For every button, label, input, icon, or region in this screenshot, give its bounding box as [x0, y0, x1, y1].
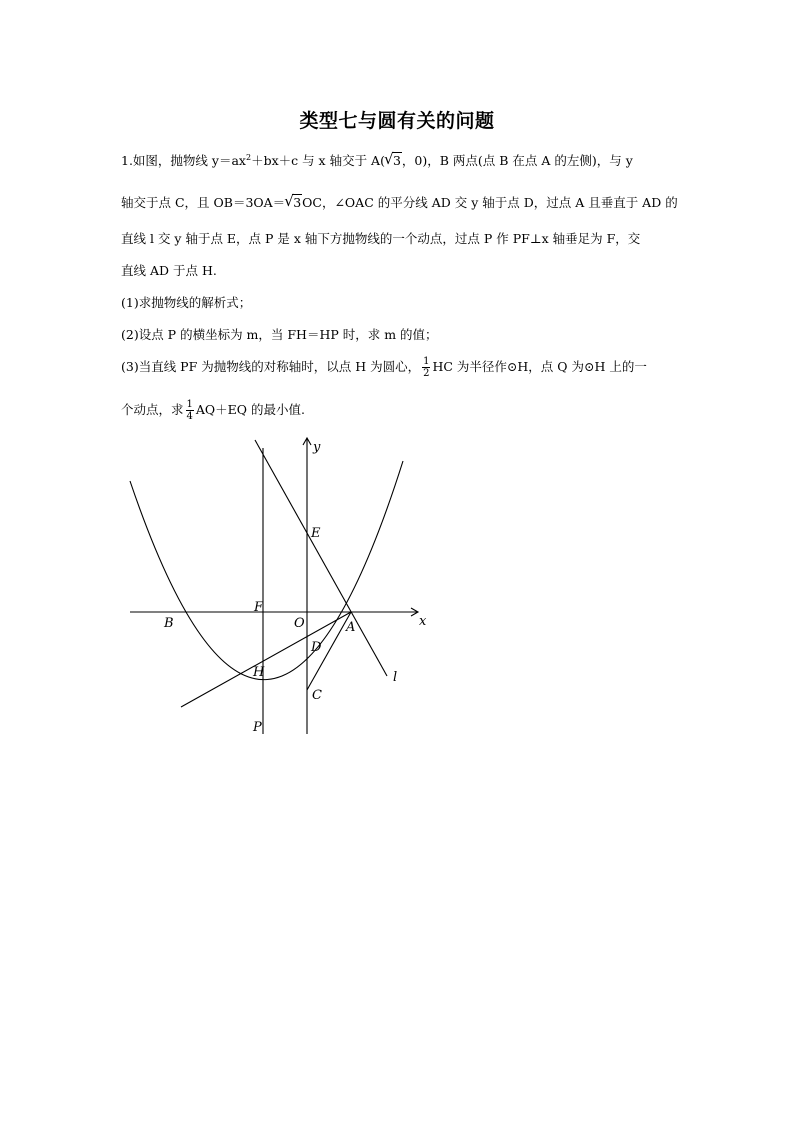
label-o: O	[294, 616, 305, 631]
label-c: C	[312, 688, 322, 703]
fraction: $\frac{1}{4}$	[186, 399, 193, 422]
geometry-figure	[120, 432, 440, 742]
label-d: D	[311, 640, 322, 655]
question-2: (2)设点 P 的横坐标为 m，当 FH＝HP 时，求 m 的值；	[121, 327, 438, 342]
problem-line-2: 轴交于点 C，且 OB＝3OA＝√ 3OC，∠OAC 的平分线 AD 交 y 轴于点 D，过点 A 且垂直于 AD 的	[121, 193, 678, 211]
fraction: $\frac{1}{2}$	[423, 356, 430, 379]
label-x: x	[419, 614, 427, 629]
question-3-continued: 个动点，求 $\frac{1}{4}$ AQ＋EQ 的最小值.	[121, 399, 305, 422]
label-e: E	[311, 526, 321, 541]
label-p: P	[253, 720, 262, 735]
problem-line-1: 1.如图，抛物线 $y=ax^2+bx+c$ 与 x 轴交于 A(√ 3，0)，B 两点(点 B 在点 A 的左侧)，与 y	[121, 151, 633, 169]
label-y: y	[313, 440, 321, 455]
label-l: l	[393, 670, 398, 685]
label-b: B	[164, 616, 174, 631]
line-ad	[181, 612, 351, 707]
sqrt-symbol: √ 3	[385, 153, 402, 168]
problem-line-4: 直线 AD 于点 H.	[121, 263, 217, 278]
page-title: 类型七与圆有关的问题	[299, 110, 495, 132]
label-h: H	[253, 665, 265, 680]
question-1: (1)求抛物线的解析式；	[121, 295, 252, 310]
sqrt-symbol: √ 3	[285, 195, 302, 210]
parabola	[130, 461, 403, 680]
problem-line-3: 直线 l 交 y 轴于点 E，点 P 是 x 轴下方抛物线的一个动点，过点 P 作 PF⊥x 轴垂足为 F，交	[121, 231, 641, 246]
label-a: A	[346, 620, 356, 635]
question-3: (3)当直线 PF 为抛物线的对称轴时，以点 H 为圆心， $\frac{1}{2}$ HC 为半径作⊙H，点 Q 为⊙H 上的一	[121, 356, 647, 379]
label-f: F	[254, 600, 264, 615]
